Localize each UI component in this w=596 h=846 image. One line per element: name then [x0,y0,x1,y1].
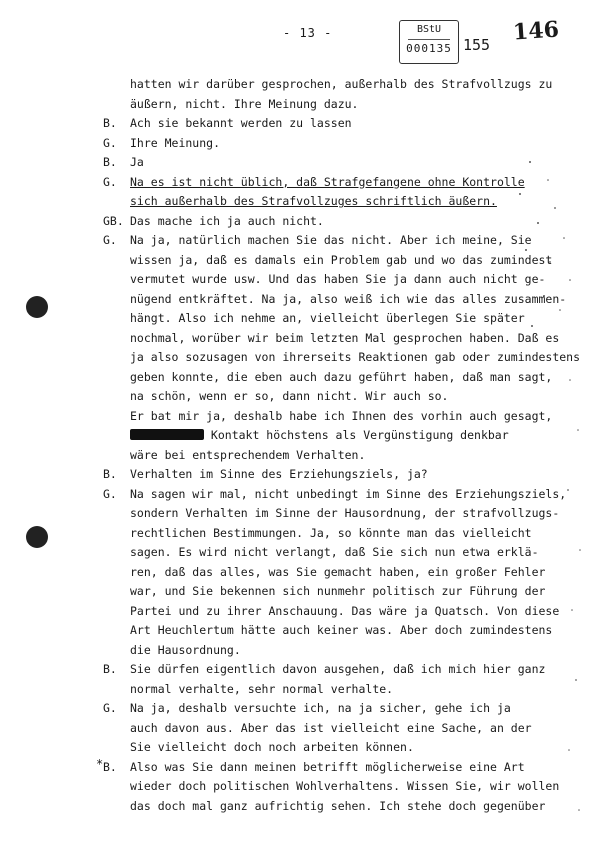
line-text: na schön, wenn er so, dann nicht. Wir auch so. [130,389,449,403]
speaker-label: G. [103,486,117,501]
stamp-label: BStU [408,21,450,40]
line-text: äußern, nicht. Ihre Meinung dazu. [130,96,359,111]
line-text: Also was Sie dann meinen betrifft möglicherweise eine Art [130,759,525,774]
speaker-label: G. [103,701,117,715]
line-text: Verhalten im Sinne des Erziehungsziels, ja? [130,467,428,481]
archive-stamp [399,20,459,64]
line-text: Sie dürfen eigentlich davon ausgehen, daß ich mich hier ganz [130,662,546,676]
punch-hole-bottom [26,526,48,548]
line-text: vermutet wurde usw. Und das haben Sie ja dann auch nicht ge- [130,272,546,286]
line-text: Na ja, natürlich machen Sie das nicht. Aber ich meine, Sie [130,233,532,247]
line-text: ja also sozusagen von ihrerseits Reaktionen gab oder zumindestens [130,350,581,364]
speaker-label: B. [103,116,117,130]
line-text: Na ja, deshalb versuchte ich, na ja sicher, gehe ich ja [130,701,511,715]
line-text: normal verhalte, sehr normal verhalte. [130,681,394,696]
line-text: Ja [130,155,144,169]
stamp-number: 000135 [406,42,452,55]
line-text: hatten wir darüber gesprochen, außerhalb des Strafvollzugs zu [130,77,553,91]
line-text: sich außerhalb des Strafvollzuges schriftlich äußern. [130,194,497,208]
line-text [130,427,509,444]
line-text: war, und Sie bekennen sich nunmehr politisch zur Führung der [130,584,546,598]
stamp-side-number: 155 [463,36,491,54]
speaker-label: G. [103,174,117,189]
page-number: - 13 - [283,26,333,40]
redaction-bar [130,429,204,440]
line-text: Das mache ich ja auch nicht. [130,213,324,228]
line-text: ren, daß das alles, was Sie gemacht haben, ein großer Fehler [130,564,546,579]
line-text: geben konnte, die eben auch dazu geführt haben, daß man sagt, [130,369,553,384]
handwritten-page-number: 146 [512,16,560,46]
line-text: wissen ja, daß es damals ein Problem gab und wo das zumindest [130,252,553,267]
line-text: wäre bei entsprechendem Verhalten. [130,447,366,462]
line-text-after-redaction: Kontakt höchstens als Vergünstigung denkbar [204,428,509,442]
line-text: Partei und zu ihrer Anschauung. Das wäre ja Quatsch. Von diese [130,603,560,618]
punch-hole-top [26,296,48,318]
line-text: sagen. Es wird nicht verlangt, daß Sie sich nun etwa erklä- [130,545,539,559]
line-text: hängt. Also ich nehme an, vielleicht überlegen Sie später [130,311,525,325]
scan-edge-noise [560,360,590,840]
line-text: Ach sie bekannt werden zu lassen [130,116,352,130]
line-text: Ihre Meinung. [130,135,221,150]
line-text: rechtlichen Bestimmungen. Ja, so könnte man das vielleicht [130,525,532,540]
margin-mark: * [96,757,104,771]
speaker-label: B. [103,759,117,774]
speaker-label: G. [103,233,117,247]
speaker-label: B. [103,155,117,169]
line-text: Sie vielleicht doch noch arbeiten können. [130,740,414,754]
line-text: wieder doch politischen Wohlverhaltens. Wissen Sie, wir wollen [130,779,560,793]
line-text: sondern Verhalten im Sinne der Hausordnung, der strafvollzugs- [130,506,560,520]
line-text: Er bat mir ja, deshalb habe ich Ihnen des vorhin auch gesagt, [130,408,553,423]
line-text: Na sagen wir mal, nicht unbedingt im Sinne des Erziehungsziels, [130,486,567,501]
line-text: Na es ist nicht üblich, daß Strafgefangene ohne Kontrolle [130,174,525,189]
line-text: nochmal, worüber wir beim letzten Mal gesprochen haben. Daß es [130,330,560,345]
line-text: nügend entkräftet. Na ja, also weiß ich wie das alles zusammen- [130,291,567,306]
line-text: Art Heuchlertum hätte auch keiner was. Aber doch zumindestens [130,623,553,637]
speaker-label: G. [103,135,117,150]
line-text: das doch mal ganz aufrichtig sehen. Ich stehe doch gegenüber [130,798,546,813]
speaker-label: GB. [103,213,124,228]
line-text: die Hausordnung. [130,642,241,657]
speaker-label: B. [103,662,117,676]
line-text: auch davon aus. Aber das ist vielleicht eine Sache, an der [130,720,532,735]
speaker-label: B. [103,467,117,481]
